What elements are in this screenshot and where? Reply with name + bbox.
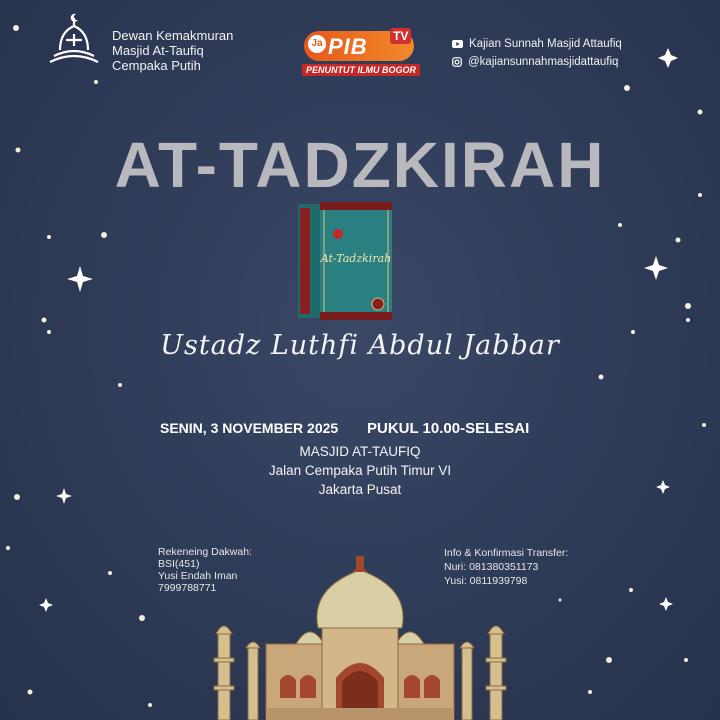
contact-yusi: Yusi: 0811939798 — [444, 575, 528, 587]
org-line-3: Cempaka Putih — [112, 58, 201, 73]
book-image — [290, 200, 395, 325]
donation-account: 7999788771 — [158, 582, 217, 594]
speaker-name: Ustadz Luthfi Abdul Jabbar — [160, 330, 560, 361]
pib-tv-logo: Ja PIB TV PENUNTUT ILMU BOGOR — [302, 28, 422, 80]
tv-logo-suffix: TV — [390, 28, 411, 44]
mosque-logo-icon — [42, 10, 106, 74]
event-time: PUKUL 10.00-SELESAI — [367, 420, 530, 437]
donation-bank: BSI(451) — [158, 558, 200, 570]
youtube-handle: Kajian Sunnah Masjid Attaufiq — [469, 38, 622, 50]
youtube-channel — [452, 38, 622, 50]
venue-name: MASJID AT-TAUFIQ — [299, 444, 421, 459]
venue-city: Jakarta Pusat — [318, 482, 402, 497]
instagram-handle: @kajiansunnahmasjidattaufiq — [468, 56, 619, 68]
contact-heading: Info & Konfirmasi Transfer: — [444, 547, 569, 559]
contact-nuri: Nuri: 081380351173 — [444, 561, 539, 573]
tv-logo-tagline: PENUNTUT ILMU BOGOR — [302, 64, 420, 76]
org-line-2: Masjid At-Taufiq — [112, 43, 204, 58]
tv-logo-name: PIB — [328, 34, 368, 59]
mosque-illustration — [200, 548, 520, 720]
book-cover-title: At-Tadzkirah — [320, 252, 392, 265]
youtube-icon — [452, 40, 463, 48]
org-line-1: Dewan Kemakmuran — [112, 28, 234, 43]
event-date: SENIN, 3 NOVEMBER 2025 — [160, 420, 339, 436]
instagram-icon — [452, 57, 462, 67]
organization-name — [112, 28, 233, 73]
event-title: AT-TADZKIRAH — [114, 129, 606, 201]
donation-heading: Rekeneing Dakwah: — [158, 546, 252, 558]
donation-holder: Yusi Endah Iman — [158, 570, 238, 582]
venue-street: Jalan Cempaka Putih Timur VI — [268, 463, 452, 478]
instagram-account — [452, 56, 618, 68]
